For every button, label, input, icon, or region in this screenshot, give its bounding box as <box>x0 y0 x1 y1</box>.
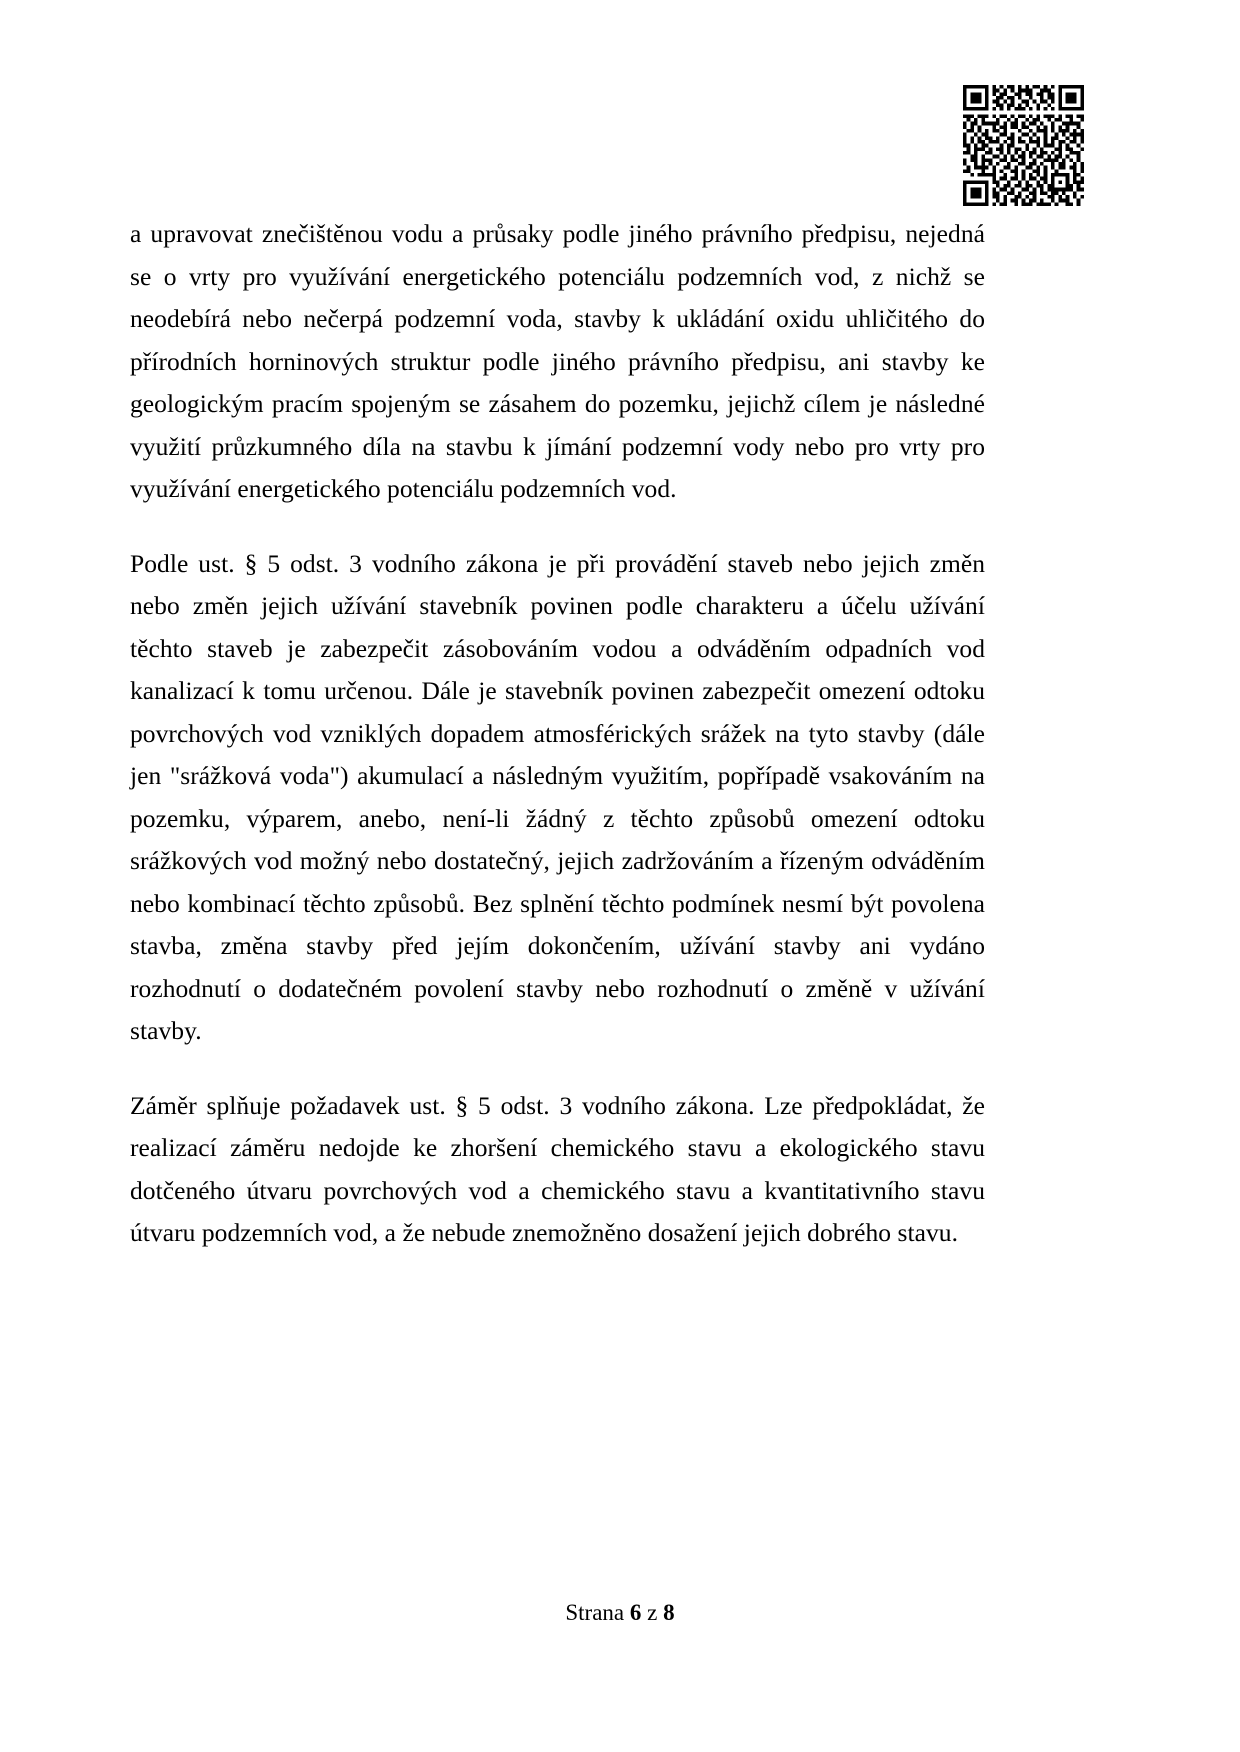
qr-code-svg <box>963 85 1084 206</box>
paragraph-3: Záměr splňuje požadavek ust. § 5 odst. 3 vodního zákona. Lze předpokládat, že realizací záměru nedojde ke zhoršení chemického stavu a ekologického stavu dotčeného útvaru povrchových vod a chemického stavu a kvantitativního stavu útvaru podzemních vod, a že nebude znemožněno dosažení jejich dobrého stavu. <box>130 1090 985 1247</box>
footer-total-pages: 8 <box>663 1600 675 1625</box>
paragraph-1: a upravovat znečištěnou vodu a průsaky podle jiného právního předpisu, nejedná se o vrty pro využívání energetického potenciálu podzemních vod, z nichž se neodebírá nebo nečerpá podzemní voda, stavby k ukládání oxidu uhličitého do přírodních horninových struktur podle jiného právního předpisu, ani stavby ke geologickým pracím spojeným se zásahem do pozemku, jejichž cílem je následné využití průzkumného díla na stavbu k jímání podzemní vody nebo pro vrty pro využívání energetického potenciálu podzemních vod. <box>130 219 985 503</box>
page-footer <box>0 1598 1240 1628</box>
footer-current-page: 6 <box>629 1600 642 1625</box>
paragraph-2: Podle ust. § 5 odst. 3 vodního zákona je při provádění staveb nebo jejich změn nebo změn jejich užívání stavebník povinen podle charakteru a účelu užívání těchto staveb je zabezpečit zásobováním vodou a odváděním odpadních vod kanalizací k tomu určenou. Dále je stavebník povinen zabezpečit omezení odtoku povrchových vod vzniklých dopadem atmosférických srážek na tyto stavby (dále jen "srážková voda") akumulací a následným využitím, popřípadě vsakováním na pozemku, výparem, anebo, není-li žádný z těchto způsobů omezení odtoku srážkových vod možný nebo dostatečný, jejich zadržováním a řízeným odváděním nebo kombinací těchto způsobů. Bez splnění těchto podmínek nesmí být povolena stavba, změna stavby před jejím dokončením, užívání stavby ani vydáno rozhodnutí o dodatečném povolení stavby nebo rozhodnutí o změně v užívání stavby. <box>130 548 985 1045</box>
qr-code-icon <box>963 85 1084 206</box>
footer-label: Strana <box>565 1600 625 1625</box>
footer-separator: z <box>647 1600 658 1625</box>
document-body <box>130 213 985 1255</box>
